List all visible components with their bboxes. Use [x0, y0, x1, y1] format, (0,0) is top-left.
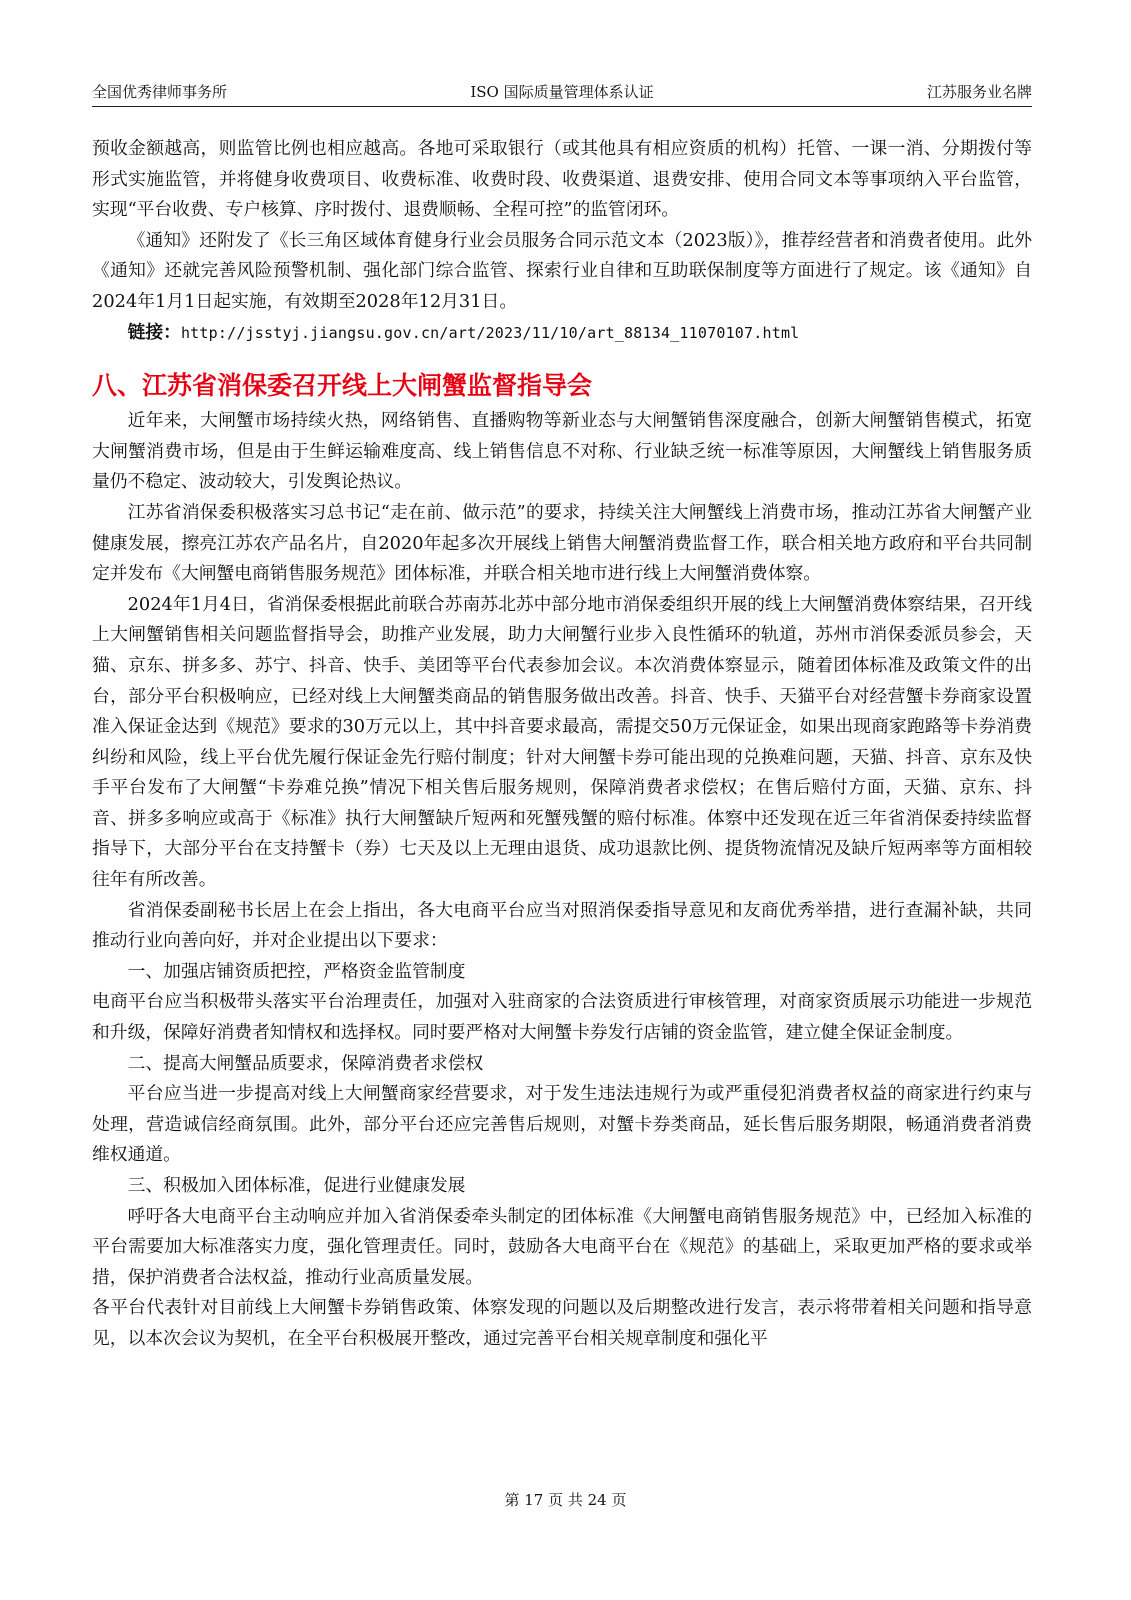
- intro-paragraph: 预收金额越高，则监管比例也相应越高。各地可采取银行（或其他具有相应资质的机构）托管、一课一消、分期拨付等形式实施监管，并将健身收费项目、收费标准、收费时段、收费渠道、退费安排、使用合同文本等事项纳入平台监管，实现“平台收费、专户核算、序时拨付、退费顺畅、全程可控”的监管闭环。: [92, 138, 1032, 221]
- requirement-heading: 三、积极加入团体标准，促进行业健康发展: [127, 1175, 466, 1196]
- document-body: [92, 134, 1032, 1355]
- requirement-body: 呼吁各大电商平台主动响应并加入省消保委牵头制定的团体标准《大闸蟹电商销售服务规范》中，已经加入标准的平台需要加大标准落实力度，强化管理责任。同时，鼓励各大电商平台在《规范》的基础上，采取更加严格的要求或举措，保护消费者合法权益，推动行业高质量发展。: [92, 1205, 1032, 1288]
- header-left-text: 全国优秀律师事务所: [92, 83, 228, 101]
- intro-paragraph: 《通知》还附发了《长三角区域体育健身行业会员服务合同示范文本（2023版）》，推荐经营者和消费者使用。此外《通知》还就完善风险预警机制、强化部门综合监管、探索行业自律和互助联保制度等方面进行了规定。该《通知》自2024年1月1日起实施，有效期至2028年12月31日。: [92, 229, 1032, 312]
- body-paragraph: 2024年1月4日，省消保委根据此前联合苏南苏北苏中部分地市消保委组织开展的线上大闸蟹消费体察结果，召开线上大闸蟹销售相关问题监督指导会，助推产业发展，助力大闸蟹行业步入良性循环的轨道，苏州市消保委派员参会，天猫、京东、拼多多、苏宁、抖音、快手、美团等平台代表参加会议。本次消费体察显示，随着团体标准及政策文件的出台，部分平台积极响应，已经对线上大闸蟹类商品的销售服务做出改善。抖音、快手、天猫平台对经营蟹卡券商家设置准入保证金达到《规范》要求的30万元以上，其中抖音要求最高，需提交50万元保证金，如果出现商家跑路等卡券消费纠纷和风险，线上平台优先履行保证金先行赔付制度；针对大闸蟹卡券可能出现的兑换难问题，天猫、抖音、京东及快手平台发布了大闸蟹“卡券难兑换”情况下相关售后服务规则，保障消费者求偿权；在售后赔付方面，天猫、京东、抖音、拼多多响应或高于《标准》执行大闸蟹缺斤短两和死蟹残蟹的赔付标准。体察中还发现在近三年省消保委持续监督指导下，大部分平台在支持蟹卡（券）七天及以上无理由退货、成功退款比例、提货物流情况及缺斤短两率等方面相较往年有所改善。: [92, 593, 1032, 891]
- requirement-body: 平台应当进一步提高对线上大闸蟹商家经营要求，对于发生违法违规行为或严重侵犯消费者权益的商家进行约束与处理，营造诚信经商氛围。此外，部分平台还应完善售后规则，对蟹卡券类商品，延长售后服务期限，畅通消费者消费维权通道。: [92, 1083, 1032, 1166]
- closing-paragraph: 各平台代表针对目前线上大闸蟹卡券销售政策、体察发现的问题以及后期整改进行发言，表示将带着相关问题和指导意见，以本次会议为契机，在全平台积极展开整改，通过完善平台相关规章制度和强化平: [92, 1297, 1032, 1349]
- requirement-heading: 一、加强店铺资质把控，严格资金监管制度: [127, 960, 466, 982]
- link-line: [92, 318, 1032, 349]
- body-paragraph: 省消保委副秘书长居上在会上指出，各大电商平台应当对照消保委指导意见和友商优秀举措，进行查漏补缺，共同推动行业向善向好，并对企业提出以下要求：: [92, 899, 1032, 952]
- page-footer: 第 17 页 共 24 页: [504, 1491, 627, 1509]
- body-paragraph: 江苏省消保委积极落实习总书记“走在前、做示范”的要求，持续关注大闸蟹线上消费市场，推动江苏省大闸蟹产业健康发展，擦亮江苏农产品名片，自2020年起多次开展线上销售大闸蟹消费监督工作，联合相关地方政府和平台共同制定并发布《大闸蟹电商销售服务规范》团体标准，并联合相关地市进行线上大闸蟹消费体察。: [92, 501, 1032, 585]
- body-paragraph: 近年来，大闸蟹市场持续火热，网络销售、直播购物等新业态与大闸蟹销售深度融合，创新大闸蟹销售模式，拓宽大闸蟹消费市场，但是由于生鲜运输难度高、线上销售信息不对称、行业缺乏统一标准等原因，大闸蟹线上销售服务质量仍不稳定、波动较大，引发舆论热议。: [92, 410, 1032, 493]
- link-url[interactable]: http://jsstyj.jiangsu.gov.cn/art/2023/11/10/art_88134_11070107.html: [180, 323, 800, 342]
- requirement-body: 电商平台应当积极带头落实平台治理责任，加强对入驻商家的合法资质进行审核管理，对商家资质展示功能进一步规范和升级，保障好消费者知情权和选择权。同时要严格对大闸蟹卡券发行店铺的资金监管，建立健全保证金制度。: [92, 991, 1032, 1044]
- link-label: 链接：: [127, 321, 181, 343]
- page-header: [92, 80, 1032, 107]
- header-right-text: 江苏服务业名牌: [926, 83, 1032, 101]
- header-center-text: ISO 国际质量管理体系认证: [470, 83, 654, 101]
- requirement-heading: 二、提高大闸蟹品质要求，保障消费者求偿权: [127, 1052, 484, 1074]
- section-title: 八、江苏省消保委召开线上大闸蟹监督指导会: [92, 371, 593, 401]
